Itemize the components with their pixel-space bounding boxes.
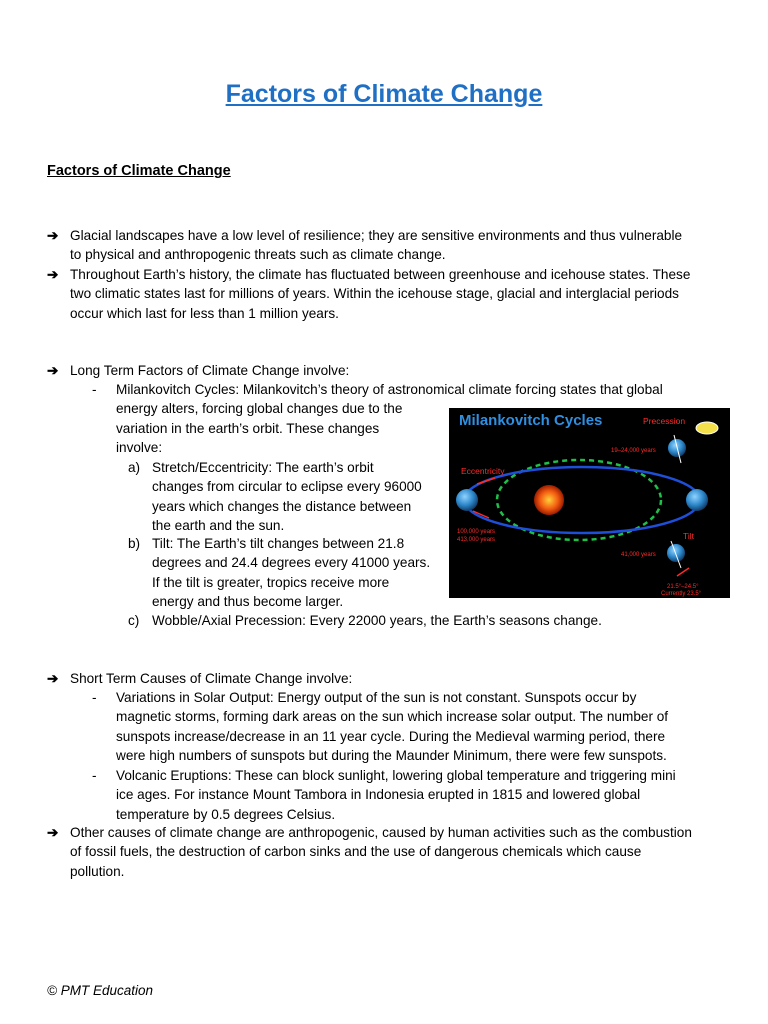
earth-icon	[667, 544, 685, 562]
text-line: magnetic storms, forming dark areas on the sun which increase solar output. The number of	[116, 709, 669, 725]
tilt-label: Tilt	[683, 531, 695, 541]
text-line: occur which last for less than 1 million years.	[70, 305, 339, 321]
sub-marker: c)	[128, 613, 140, 628]
text-line: Stretch/Eccentricity: The earth’s orbit	[152, 460, 374, 475]
text-line: If the tilt is greater, tropics receive more	[152, 574, 390, 590]
precession-wobble-icon	[696, 422, 718, 434]
text-line: the earth and the sun.	[152, 518, 285, 534]
earth-icon	[686, 489, 708, 511]
text-line: sunspots increase/decrease in an 11 year cycle. During the Medieval warming period, there	[116, 728, 666, 744]
text-line: years which changes the distance between	[152, 498, 412, 514]
text-line: pollution.	[70, 863, 125, 879]
sun-icon	[534, 485, 564, 515]
text-line: of fossil fuels, the destruction of carbon sinks and the use of dangerous chemicals which cause	[70, 844, 642, 860]
text-line: Variations in Solar Output: Energy output of the sun is not constant. Sunspots occur by	[116, 690, 637, 705]
dash-marker: -	[92, 690, 97, 705]
text-line: Volcanic Eruptions: These can block sunlight, lowering global temperature and triggering mini	[116, 768, 676, 783]
volcanic-eruptions-item	[92, 766, 736, 824]
figure-title: Milankovitch Cycles	[459, 412, 603, 429]
text-line: Throughout Earth’s history, the climate has fluctuated between greenhouse and icehouse states. These	[70, 267, 691, 282]
dash-marker: -	[92, 768, 97, 783]
eccentricity-years-2: 413,000 years	[457, 537, 496, 543]
text-line: energy and thus become larger.	[152, 594, 344, 610]
dash-marker: -	[92, 382, 97, 397]
arrow-icon: ➔	[47, 671, 59, 686]
sub-item-eccentricity	[128, 458, 442, 536]
text-line: Other causes of climate change are anthropogenic, caused by human activities such as the combustion	[70, 825, 692, 840]
text-line: energy alters, forcing global changes due to the	[116, 401, 403, 417]
intro-bullet-2	[47, 265, 750, 323]
text-line: involve:	[116, 440, 163, 456]
text-line: Glacial landscapes have a low level of resilience; they are sensitive environments and thus vulnerable	[70, 228, 683, 243]
text-line: Long Term Factors of Climate Change involve:	[70, 363, 350, 378]
text-line: ice ages. For instance Mount Tambora in Indonesia erupted in 1815 and lowered global	[116, 787, 641, 803]
solar-output-item	[92, 688, 736, 766]
text-line: degrees and 24.4 degrees every 41000 years.	[152, 555, 431, 571]
eccentricity-label: Eccentricity	[461, 466, 505, 476]
text-line: Tilt: The Earth’s tilt changes between 21.8	[152, 536, 405, 551]
text-line: to physical and anthropogenic threats such as climate change.	[70, 247, 446, 263]
text-line: variation in the earth’s orbit. These changes	[116, 420, 380, 436]
earth-icon	[456, 489, 478, 511]
text-line: Milankovitch Cycles: Milankovitch’s theory of astronomical climate forcing states that global	[116, 382, 663, 397]
text-line: changes from circular to eclipse every 96000	[152, 479, 422, 495]
sub-marker: a)	[128, 460, 141, 475]
text-line: Short Term Causes of Climate Change involve:	[70, 671, 353, 686]
precession-label: Precession	[643, 416, 686, 426]
sub-marker: b)	[128, 536, 141, 551]
short-term-bullet	[47, 669, 750, 688]
precession-years: 19–24,000 years	[611, 448, 656, 454]
milankovitch-figure	[449, 408, 730, 598]
footer-copyright: © PMT Education	[47, 983, 153, 998]
text-line: temperature by 0.5 degrees Celsius.	[116, 806, 336, 822]
milankovitch-diagram	[449, 408, 730, 598]
section-heading: Factors of Climate Change	[47, 163, 231, 179]
tilt-years: 41,000 years	[621, 552, 656, 558]
long-term-bullet	[47, 361, 750, 380]
text-line: two climatic states last for millions of years. Within the icehouse stage, glacial and interglacial periods	[70, 286, 679, 302]
arrow-icon: ➔	[47, 228, 59, 243]
arrow-icon: ➔	[47, 267, 59, 282]
sub-item-tilt	[128, 534, 442, 612]
arrow-icon: ➔	[47, 825, 59, 840]
other-causes-bullet	[47, 823, 750, 881]
intro-bullet-1	[47, 226, 750, 265]
eccentric-orbit	[464, 467, 700, 533]
page-title: Factors of Climate Change	[225, 80, 543, 108]
text-line: were high numbers of sunspots but during the Maunder Minimum, there were few sunspots.	[116, 748, 667, 764]
tilt-range: 21.5°–24.5°	[667, 584, 699, 590]
arrow-icon: ➔	[47, 363, 59, 378]
eccentricity-years-1: 100,000 years	[457, 529, 496, 535]
sub-item-precession	[128, 611, 712, 630]
text-line: Wobble/Axial Precession: Every 22000 years, the Earth’s seasons change.	[152, 613, 602, 628]
tilt-current: Currently 23.5°	[661, 591, 702, 597]
